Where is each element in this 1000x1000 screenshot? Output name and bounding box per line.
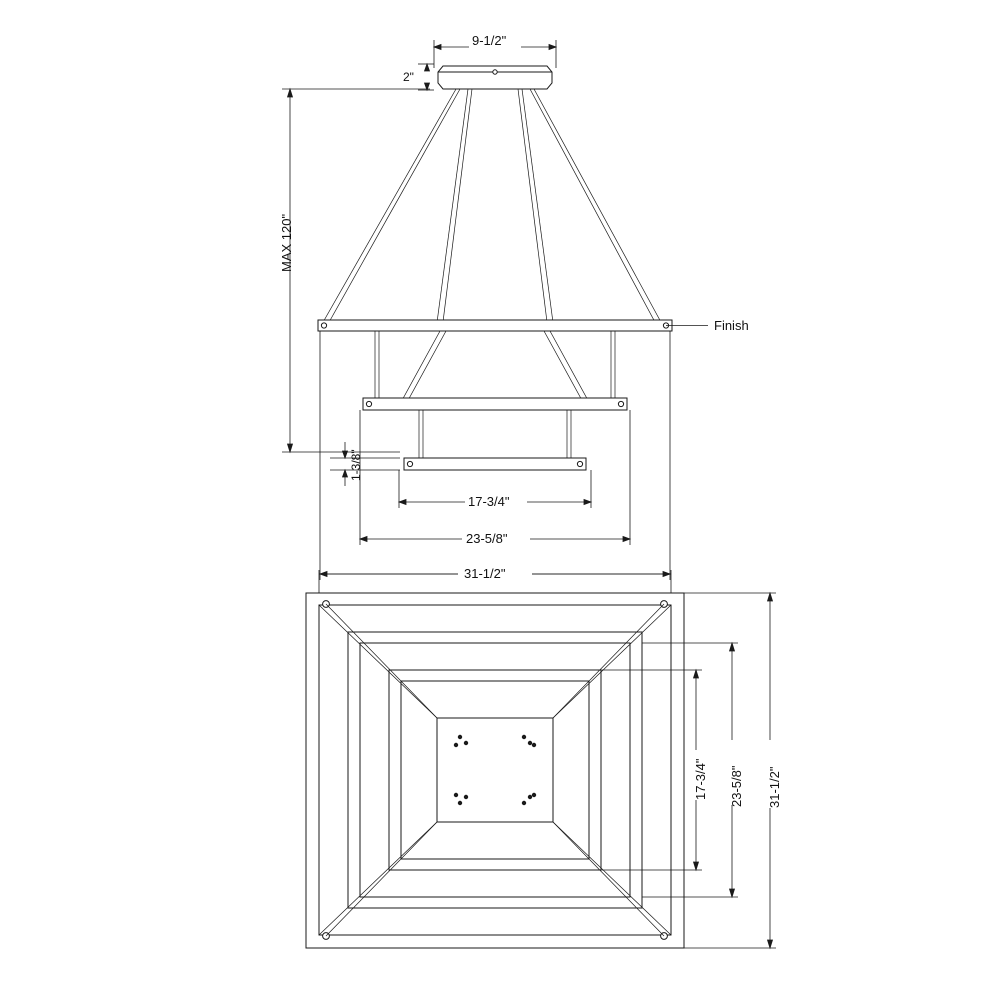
finish-callout-label: Finish — [714, 318, 749, 333]
dim-label-plan-medium-square: 23-5/8" — [729, 765, 744, 807]
dim-label-ring-thickness: 1-3/8" — [349, 449, 363, 481]
dim-label-small-square-width: 17-3/4" — [468, 494, 510, 509]
dim-label-canopy-width: 9-1/2" — [472, 33, 507, 48]
dim-canopy-height — [418, 64, 434, 90]
dim-medium-square-width — [360, 410, 630, 545]
dim-label-medium-square-width: 23-5/8" — [466, 531, 508, 546]
cables-outer — [322, 89, 662, 330]
dim-ring-thickness — [330, 442, 400, 486]
canopy — [438, 66, 552, 89]
cables-small — [419, 410, 571, 458]
dim-label-canopy-height: 2" — [403, 70, 414, 84]
dim-label-plan-small-square: 17-3/4" — [693, 758, 708, 800]
tier-large — [318, 320, 672, 331]
dim-label-plan-large-square: 31-1/2" — [767, 766, 782, 808]
tier-medium — [363, 398, 627, 410]
tier-small — [404, 458, 586, 470]
dim-label-plan-top-width: 31-1/2" — [464, 566, 506, 581]
dim-label-max-drop: MAX 120" — [279, 213, 294, 272]
cables-medium — [375, 331, 615, 404]
plan-canopy — [437, 718, 553, 822]
